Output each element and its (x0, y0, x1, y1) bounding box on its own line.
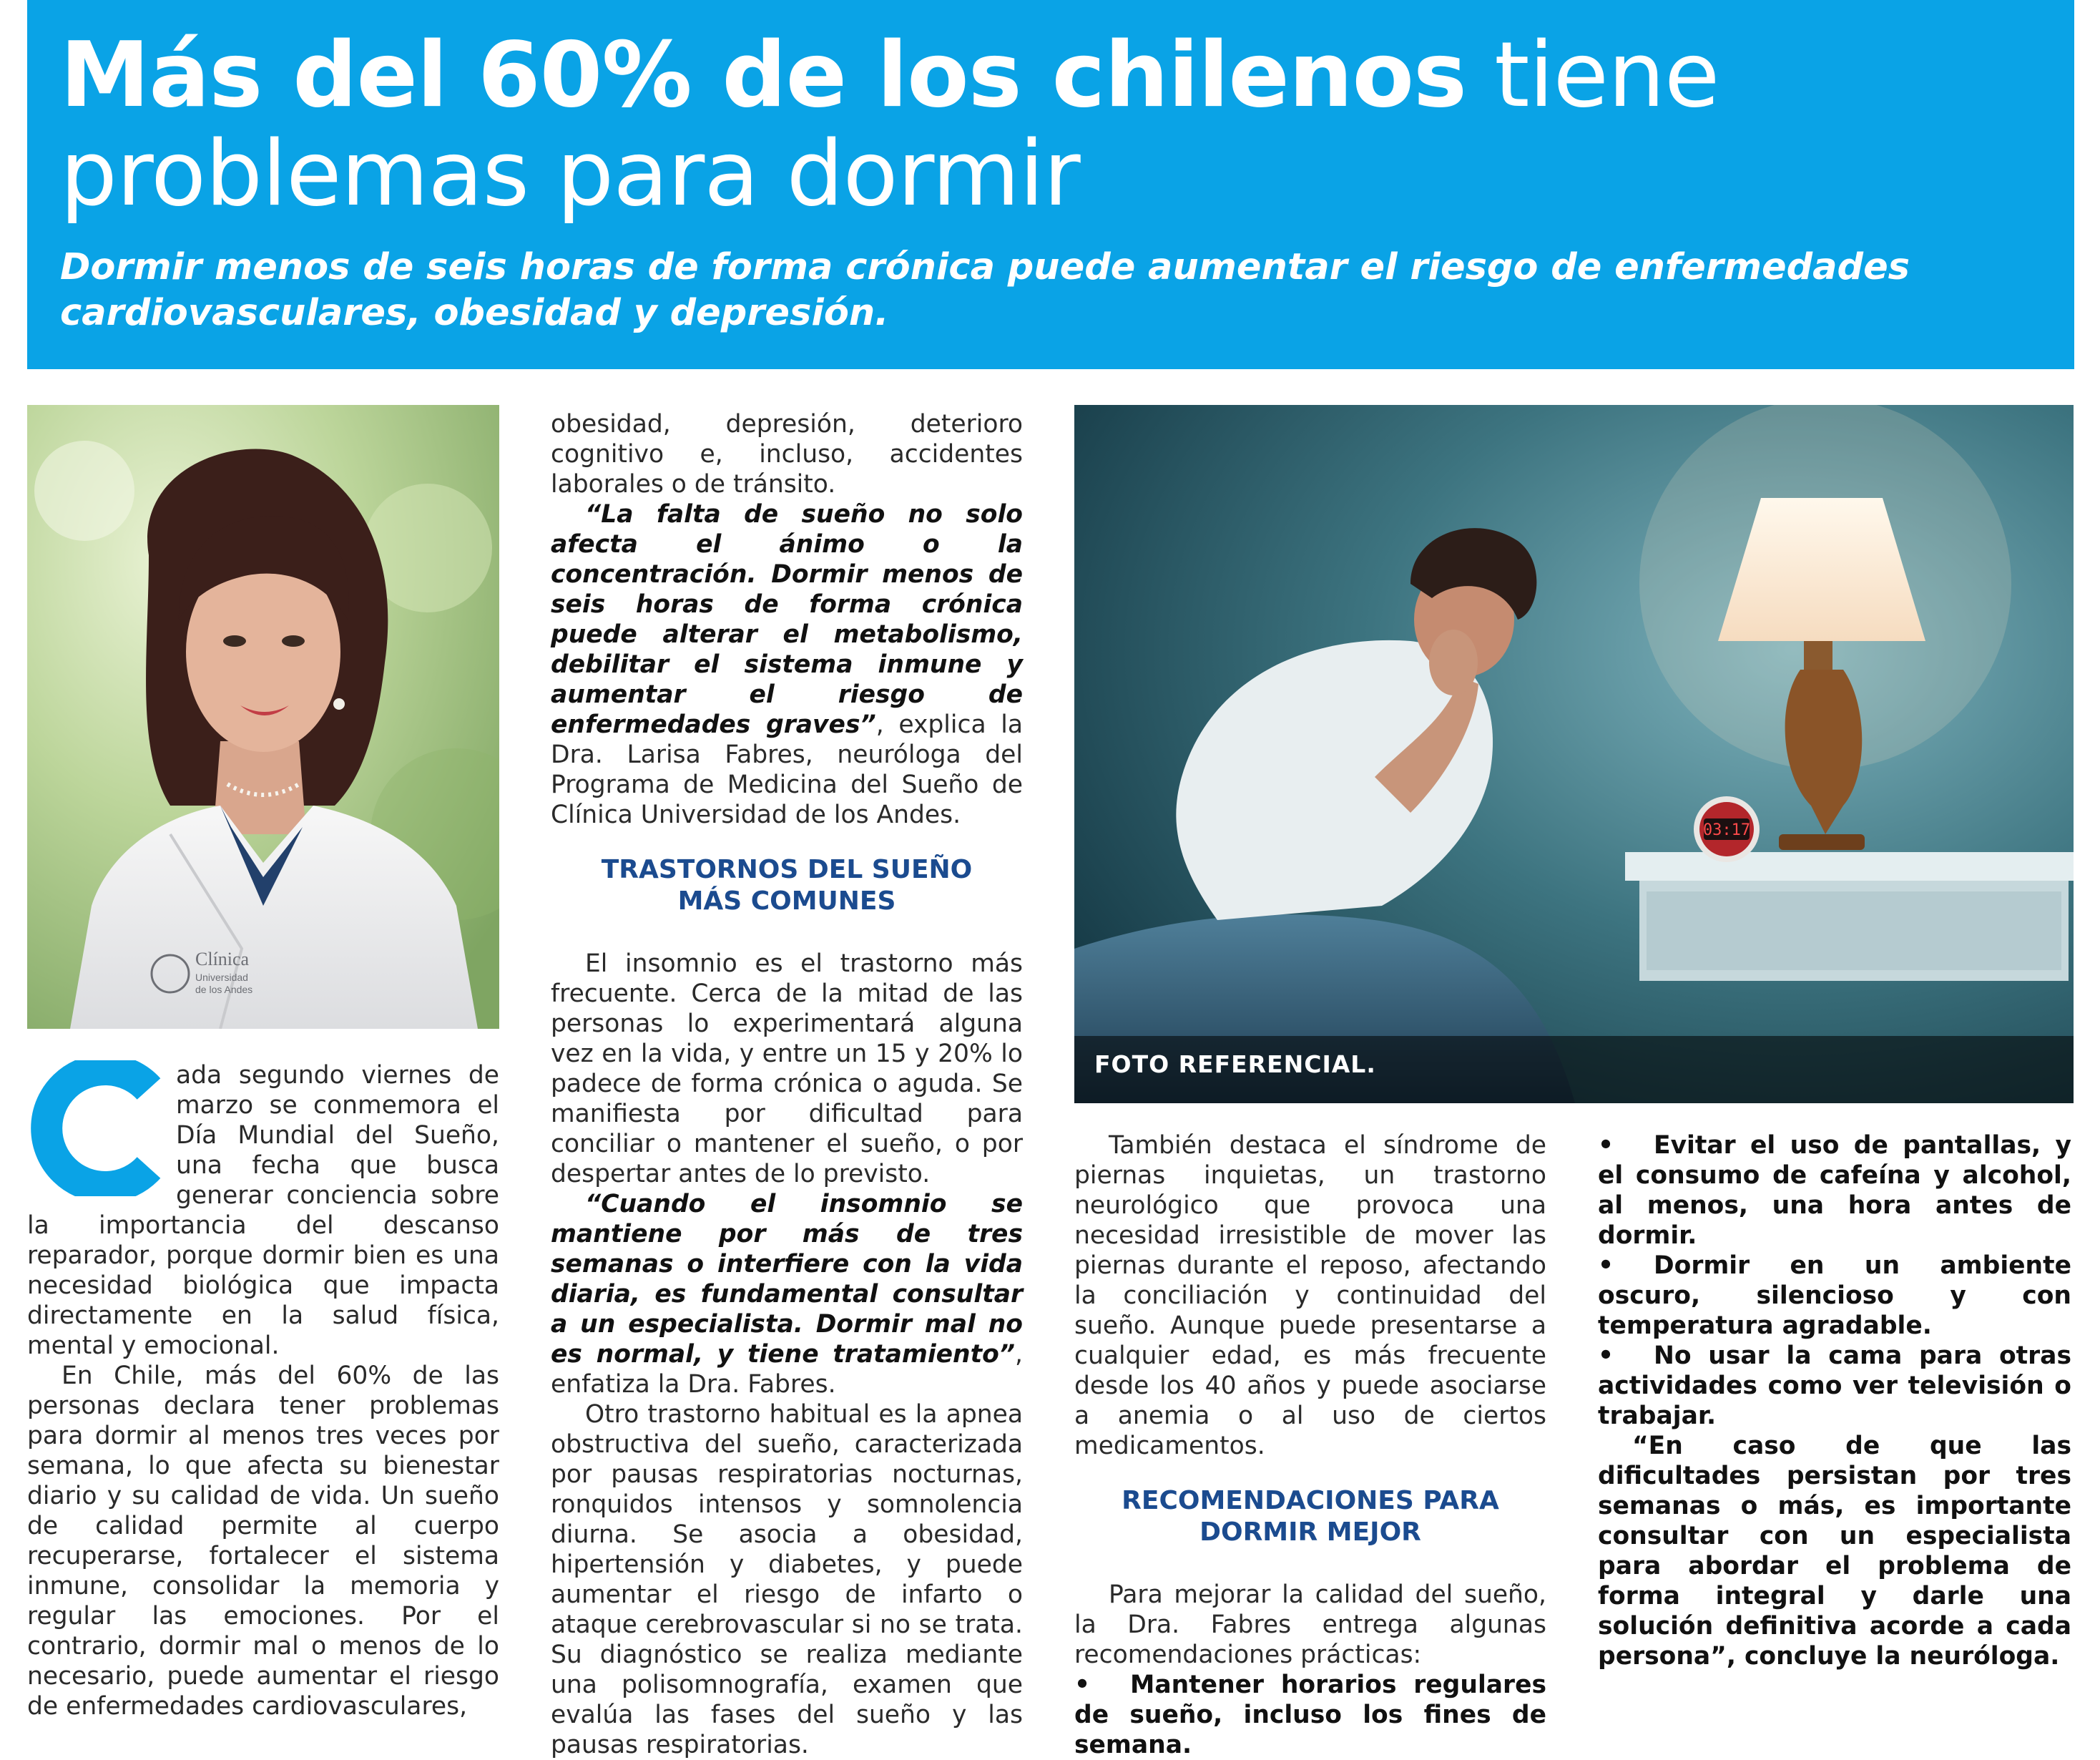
photo-caption: FOTO REFERENCIAL. (1094, 1050, 1376, 1078)
paragraph-piernas-inquietas: También destaca el síndrome de piernas inquietas, un trastorno neurológico que provoca una necesidad irresistible de mover las piernas durante el reposo, afectando la conciliación y continuidad del sueño. Aunque puede presentarse a cualquier edad, es más frecuente desde los 40 años y puede asociarse a anemia o al uso de ciertos medicamentos. (1074, 1131, 1546, 1460)
bullet-text: Dormir en un ambiente oscuro, silencioso y con temperatura agradable. (1598, 1251, 2071, 1340)
bullet-text: Evitar el uso de pantallas, y el consumo de cafeína y alcohol, al menos, una hora antes de dormir. (1598, 1131, 2071, 1250)
section-title-line: DORMIR MEJOR (1199, 1517, 1421, 1547)
paragraph-insomnio: El insomnio es el trastorno más frecuente. Cerca de la mitad de las personas lo experimentará alguna vez en la vida, y entre un 15 y 20% lo padece de forma crónica o aguda. Se manifiesta por dificultad para conciliar o mantener el sueño, o por despertar antes de lo previsto. (551, 949, 1023, 1188)
quote-fabres-2: “Cuando el insomnio se mantiene por más de tres semanas o interfiere con la vida diaria, es fundamental consultar a un especialista. Dormir mal no es normal, y tiene tratamiento” (551, 1190, 1023, 1369)
section-title-line: MÁS COMUNES (677, 886, 896, 916)
clock-readout: 03:17 (1702, 821, 1751, 839)
scene-photo (1074, 405, 2074, 1103)
headline-bold: Más del 60% de los chilenos (60, 22, 1467, 127)
bullet-item (1598, 1130, 2071, 1251)
coat-logo-text-1: Clínica (195, 949, 250, 969)
subheadline: Dormir menos de seis horas de forma crónica puede aumentar el riesgo de enfermedades cardiovasculares, obesidad y depresión. (60, 246, 1910, 334)
bullet-icon: • (1074, 1671, 1091, 1699)
bullet-icon: • (1598, 1131, 1614, 1160)
column-1 (27, 1060, 499, 1721)
bullet-icon: • (1598, 1341, 1614, 1370)
coat-logo-text-2: Universidad (195, 972, 248, 983)
paragraph-apnea: Otro trastorno habitual es la apnea obstructiva del sueño, caracterizada por pausas respiratorias nocturnas, ronquidos intensos y somnolencia diurna. Se asocia a obesidad, hipertensión y diabetes, y puede aumentar el riesgo de infarto o ataque cerebrovascular si no se trata. Su diagnóstico se realiza mediante una polisomnografía, examen que evalúa las fases del sueño y las pausas respiratorias. (551, 1400, 1023, 1759)
column-3 (1074, 1130, 1546, 1760)
paragraph-consequences: obesidad, depresión, deterioro cognitivo e, incluso, accidentes laborales o de tránsito. (551, 410, 1023, 499)
closing-quote: “En caso de que las dificultades persistan por tres semanas o más, es importante consultar con un especialista para abordar el problema de forma integral y darle una solución definitiva acorde a cada persona”, concluye la neuróloga. (1598, 1432, 2071, 1671)
dropcap-c (27, 1060, 163, 1196)
portrait-photo (27, 405, 499, 1029)
column-2 (551, 409, 1023, 1760)
headline-banner (27, 0, 2074, 369)
quote-fabres-1: “La falta de sueño no solo afecta el ánimo o la concentración. Dormir menos de seis horas de forma crónica puede alterar el metabolismo, debilitar el sistema inmune y aumentar el riesgo de enfermedades graves” (551, 500, 1023, 739)
bullet-text: No usar la cama para otras actividades como ver televisión o trabajar. (1598, 1341, 2071, 1430)
quote-attribution-1: , explica la Dra. Larisa Fabres, neuróloga del Programa de Medicina del Sueño de Clínica Universidad de los Andes. (551, 710, 1024, 829)
section-title-recomendaciones (1074, 1485, 1546, 1548)
bullet-icon: • (1598, 1251, 1614, 1280)
headline (60, 22, 2074, 226)
paragraph-chile-stats: En Chile, más del 60% de las personas declara tener problemas para dormir al menos tres veces por semana, lo que afecta su bienestar diario y su calidad de vida. Un sueño de calidad permite al cuerpo recuperarse, fortalecer el sistema inmune, consolidar la memoria y regular las emociones. Por el contrario, dormir mal o menos de lo necesario, puede aumentar el riesgo de enfermedades cardiovasculares, (27, 1361, 499, 1721)
quote-attribution-2: , enfatiza la Dra. Fabres. (551, 1340, 1023, 1399)
column-4 (1598, 1130, 2071, 1671)
bullet-item (1598, 1341, 2071, 1431)
headline-rest: tiene problemas para dormir (60, 22, 1719, 226)
section-title-line: TRASTORNOS DEL SUEÑO (601, 855, 973, 884)
bullet-item (1074, 1670, 1546, 1760)
section-title-trastornos (551, 854, 1023, 917)
section-title-line: RECOMENDACIONES PARA (1122, 1486, 1499, 1515)
intro-paragraph: ada segundo viernes de marzo se conmemora el Día Mundial del Sueño, una fecha que busca generar conciencia sobre la importancia del descanso reparador, porque dormir bien es una necesidad biológica que impacta directamente en la salud física, mental y emocional. (27, 1061, 499, 1360)
coat-logo-text-3: de los Andes (195, 984, 253, 995)
bullet-item (1598, 1251, 2071, 1341)
bullet-text: Mantener horarios regulares de sueño, incluso los fines de semana. (1074, 1671, 1546, 1759)
paragraph-recomendaciones-intro: Para mejorar la calidad del sueño, la Dra. Fabres entrega algunas recomendaciones prácticas: (1074, 1580, 1546, 1669)
